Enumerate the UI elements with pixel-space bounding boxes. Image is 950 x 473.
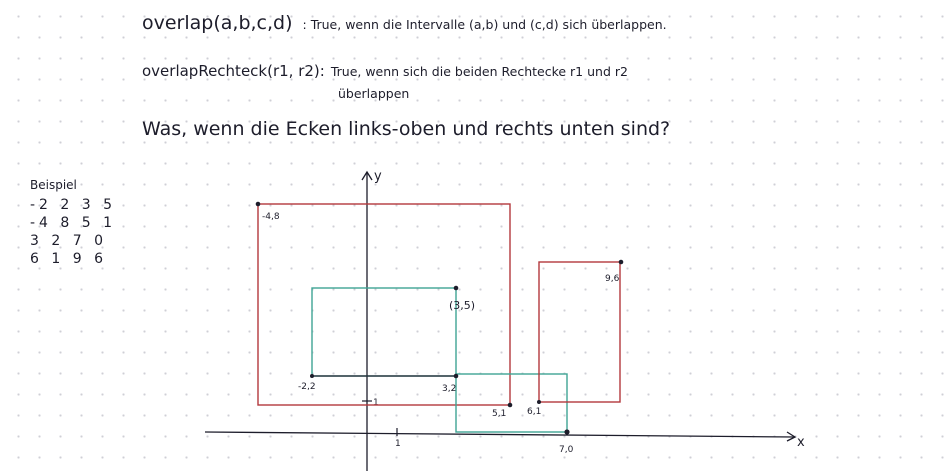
corner-point xyxy=(508,403,513,408)
y-axis-label: y xyxy=(374,169,382,184)
corner-point xyxy=(454,286,459,291)
corner-label: 5,1 xyxy=(492,409,507,419)
example-row: 3 2 7 0 xyxy=(30,233,107,249)
corner-point xyxy=(564,429,569,434)
corner-label: (3,5) xyxy=(449,299,476,312)
example-row: -2 2 3 5 xyxy=(30,197,117,213)
example-row: -4 8 5 1 xyxy=(30,215,117,231)
overlap-rechteck-signature: overlapRechteck(r1, r2): xyxy=(142,62,325,80)
corner-label: 6,1 xyxy=(527,407,542,417)
corner-label: -2,2 xyxy=(298,382,316,392)
corner-point xyxy=(256,202,261,207)
overlap-rechteck-description: True, wenn sich die beiden Rechtecke r1 und r2 xyxy=(330,64,628,79)
corner-label: 9,6 xyxy=(605,274,620,284)
overlap-rechteck-description-cont: überlappen xyxy=(338,86,410,101)
corner-point xyxy=(310,374,314,378)
example-title: Beispiel xyxy=(30,178,77,192)
overlap-signature: overlap(a,b,c,d) xyxy=(142,12,293,34)
x-axis xyxy=(205,432,795,437)
corner-point xyxy=(454,374,459,379)
rect-teal-upper xyxy=(312,288,456,376)
x-tick-label: 1 xyxy=(395,439,401,449)
x-axis-label: x xyxy=(797,435,805,450)
example-row: 6 1 9 6 xyxy=(30,251,107,267)
corner-point xyxy=(537,400,541,404)
corner-question: Was, wenn die Ecken links-oben und rechts unten sind? xyxy=(142,118,671,140)
overlap-description: : True, wenn die Intervalle (a,b) und (c,d) sich überlappen. xyxy=(302,17,667,32)
corner-label: 7,0 xyxy=(559,445,574,455)
corner-label: 3,2 xyxy=(442,384,457,394)
corner-point xyxy=(619,260,624,265)
corner-label: -4,8 xyxy=(262,212,280,222)
y-tick-label: 1 xyxy=(373,398,379,408)
rect-teal-lower xyxy=(456,374,567,432)
